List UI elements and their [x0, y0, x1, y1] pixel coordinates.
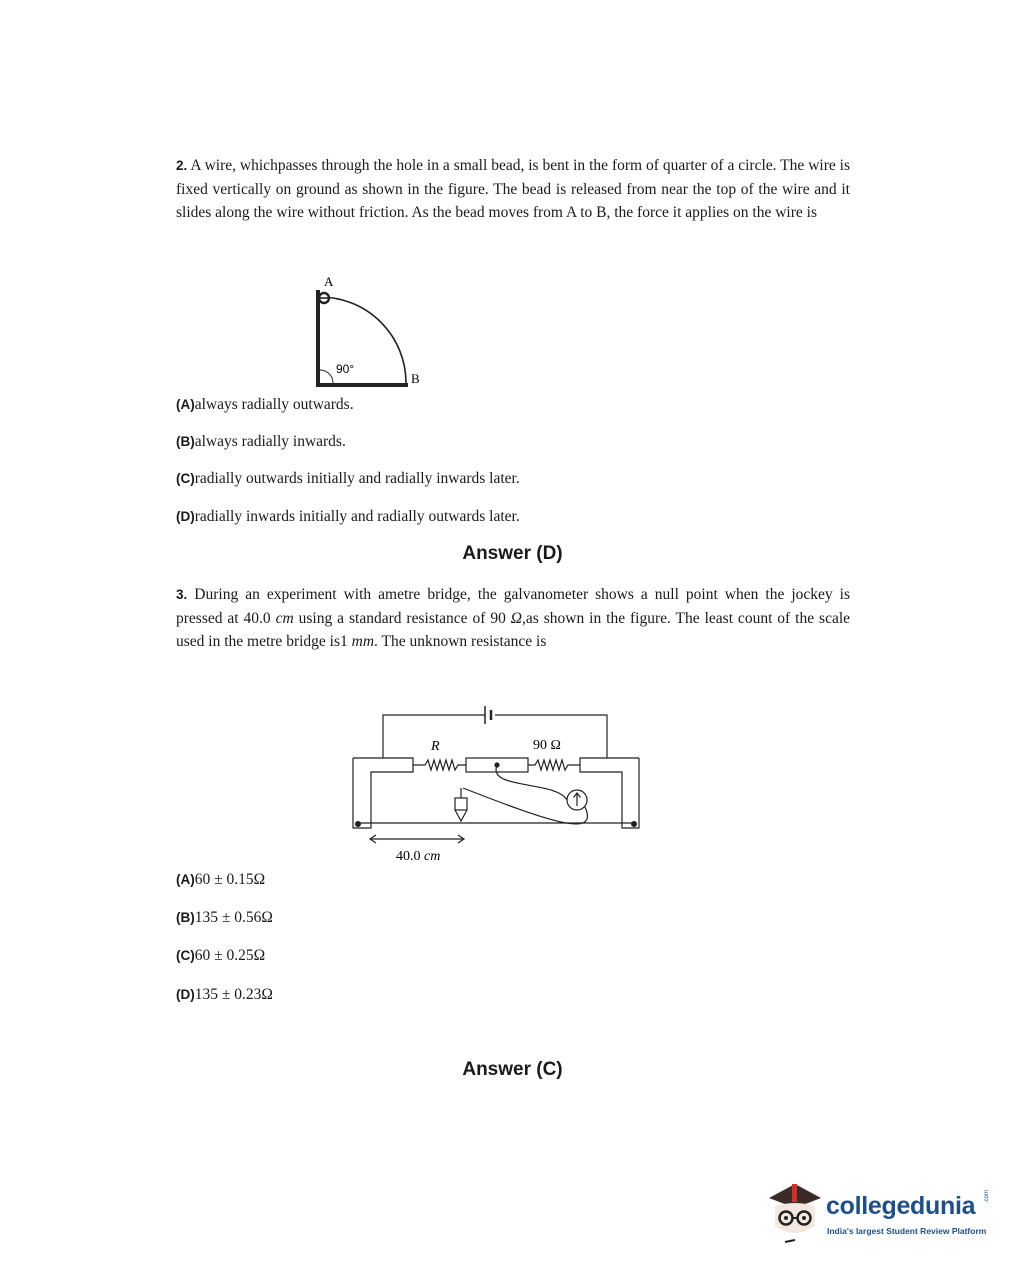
- q2-option-c[interactable]: (C)radially outwards initially and radially inwards later.: [176, 470, 520, 487]
- q3-option-b[interactable]: (B)135 ± 0.56Ω: [176, 909, 273, 926]
- q2-option-d[interactable]: (D)radially inwards initially and radially outwards later.: [176, 508, 520, 525]
- q3-answer: Answer (C): [462, 1059, 563, 1080]
- logo-com-suffix: .com: [984, 1189, 990, 1203]
- length-label: 40.0 cm: [396, 849, 441, 864]
- label-a: A: [324, 274, 334, 289]
- question-2-text: 2. A wire, whichpasses through the hole in a small bead, is bent in the form of quarter of a circle. The wire is fixed vertically on ground as shown in the figure. The bead is released from near the top of the wire and it slides along the wire without friction. As the bead moves from A to B, the force it applies on the wire is: [176, 157, 850, 221]
- quarter-circle-figure: [300, 274, 440, 390]
- angle-label: 90°: [336, 362, 355, 376]
- label-r: R: [431, 739, 440, 754]
- collegedunia-mascot-icon: [765, 1178, 825, 1248]
- collegedunia-logo-text: collegedunia: [826, 1192, 976, 1220]
- q3-option-c[interactable]: (C)60 ± 0.25Ω: [176, 947, 266, 964]
- q3-option-d[interactable]: (D)135 ± 0.23Ω: [176, 986, 273, 1003]
- label-b: B: [411, 371, 420, 386]
- q2-option-a[interactable]: (A)always radially outwards.: [176, 396, 354, 413]
- metre-bridge-figure: [345, 700, 650, 870]
- q3-option-a[interactable]: (A)60 ± 0.15Ω: [176, 871, 266, 888]
- q2-answer: Answer (D): [462, 543, 563, 564]
- question-2-number: 2.: [176, 158, 188, 173]
- label-90-ohm: 90 Ω: [533, 738, 561, 753]
- question-3-number: 3.: [176, 587, 188, 602]
- logo-tagline: India's largest Student Review Platform: [827, 1226, 987, 1236]
- q2-option-b[interactable]: (B)always radially inwards.: [176, 433, 346, 450]
- question-3-text: 3. During an experiment with ametre bridge, the galvanometer shows a null point when the jockey is pressed at 40.0 cm using a standard resistance of 90 Ω,as shown in the figure. The least count of the scale used in the metre bridge is1 mm. The unknown resistance is: [176, 586, 851, 650]
